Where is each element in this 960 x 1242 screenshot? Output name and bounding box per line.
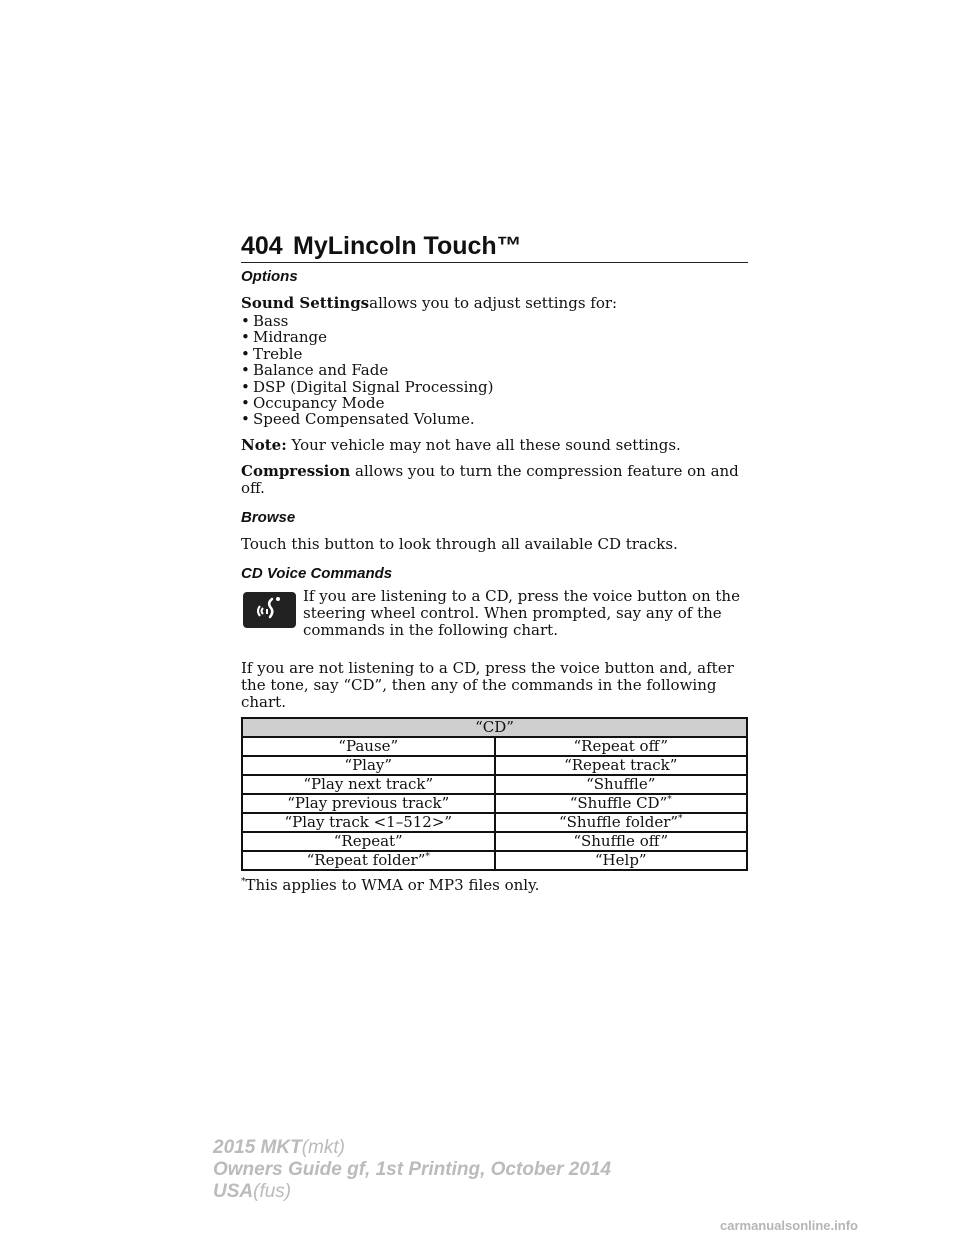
browse-heading: Browse	[241, 508, 296, 526]
browse-text: Touch this button to look through all available CD tracks.	[241, 534, 678, 553]
table-row	[242, 775, 747, 794]
list-item: • Bass	[241, 313, 748, 329]
table-row	[242, 737, 747, 756]
footnote-mark: *	[241, 876, 246, 887]
cd-commands-table	[241, 717, 748, 871]
cell-text: “Shuffle CD”	[569, 793, 668, 812]
table-cell	[495, 794, 748, 813]
table-cell	[242, 851, 495, 870]
table-cell: “Play next track”	[242, 775, 495, 794]
table-cell: “Repeat track”	[495, 756, 748, 775]
footer-line-2: Owners Guide gf, 1st Printing, October 2014	[213, 1159, 612, 1180]
compression-text: allows you to turn the compression feature on and off.	[241, 461, 739, 497]
table-cell: “Play track <1–512>”	[242, 813, 495, 832]
table-cell: “Repeat off”	[495, 737, 748, 756]
footer-model-code: (mkt)	[301, 1137, 345, 1158]
voice-commands-text: If you are listening to a CD, press the voice button on the steering wheel control. When prompted, say any of the commands in the following chart.	[303, 586, 740, 639]
footer-line-1	[213, 1137, 611, 1159]
footnote-text: This applies to WMA or MP3 files only.	[245, 875, 540, 894]
list-item: • Midrange	[241, 329, 748, 345]
compression-label: Compression	[241, 461, 351, 480]
table-cell: “Play previous track”	[242, 794, 495, 813]
note-paragraph	[241, 437, 748, 454]
footer-model: 2015 MKT	[213, 1137, 302, 1158]
table-header-row	[242, 718, 747, 737]
table-header: “CD”	[242, 718, 747, 737]
table-row	[242, 794, 747, 813]
page-number: 404	[241, 232, 283, 260]
table-cell: “Shuffle”	[495, 775, 748, 794]
asterisk-mark: *	[667, 794, 672, 805]
list-item: • Treble	[241, 346, 748, 362]
cell-text: “Repeat folder”	[306, 850, 426, 869]
table-cell: “Pause”	[242, 737, 495, 756]
table-row	[242, 832, 747, 851]
page-header	[241, 232, 748, 263]
compression-paragraph	[241, 463, 748, 497]
table-cell: “Shuffle off”	[495, 832, 748, 851]
sound-settings-label: Sound Settings	[241, 294, 370, 312]
list-item: • Balance and Fade	[241, 362, 748, 378]
table-cell	[495, 813, 748, 832]
table-row	[242, 756, 747, 775]
footer-line-3	[213, 1181, 611, 1203]
table-cell: “Help”	[495, 851, 748, 870]
list-item: • Occupancy Mode	[241, 395, 748, 411]
footnote	[241, 877, 748, 894]
sound-settings-list	[241, 313, 748, 428]
table-row	[242, 813, 747, 832]
voice-commands-block	[241, 588, 748, 654]
list-item: • Speed Compensated Volume.	[241, 411, 748, 427]
table-row	[242, 851, 747, 870]
print-footer	[213, 1137, 611, 1203]
sound-settings-paragraph	[241, 295, 748, 312]
voice-commands-heading: CD Voice Commands	[241, 564, 393, 582]
cell-text: “Shuffle folder”	[558, 812, 679, 831]
section-title: MyLincoln Touch™	[293, 232, 522, 260]
footer-market-code: (fus)	[253, 1181, 292, 1202]
voice-commands-text-2: If you are not listening to a CD, press the voice button and, after the tone, say “CD”, then any of the commands in the following chart.	[241, 658, 734, 711]
sound-settings-text: allows you to adjust settings for:	[369, 294, 618, 312]
asterisk-mark: *	[678, 813, 683, 824]
options-heading: Options	[241, 268, 298, 285]
asterisk-mark: *	[425, 851, 430, 862]
list-item: • DSP (Digital Signal Processing)	[241, 379, 748, 395]
voice-command-icon	[243, 592, 296, 628]
table-cell: “Repeat”	[242, 832, 495, 851]
table-cell: “Play”	[242, 756, 495, 775]
note-text: Your vehicle may not have all these sound settings.	[291, 435, 681, 454]
footer-market: USA	[213, 1181, 254, 1202]
watermark: carmanualsonline.info	[720, 1218, 858, 1233]
page-content	[241, 268, 748, 894]
note-label: Note:	[241, 435, 287, 454]
